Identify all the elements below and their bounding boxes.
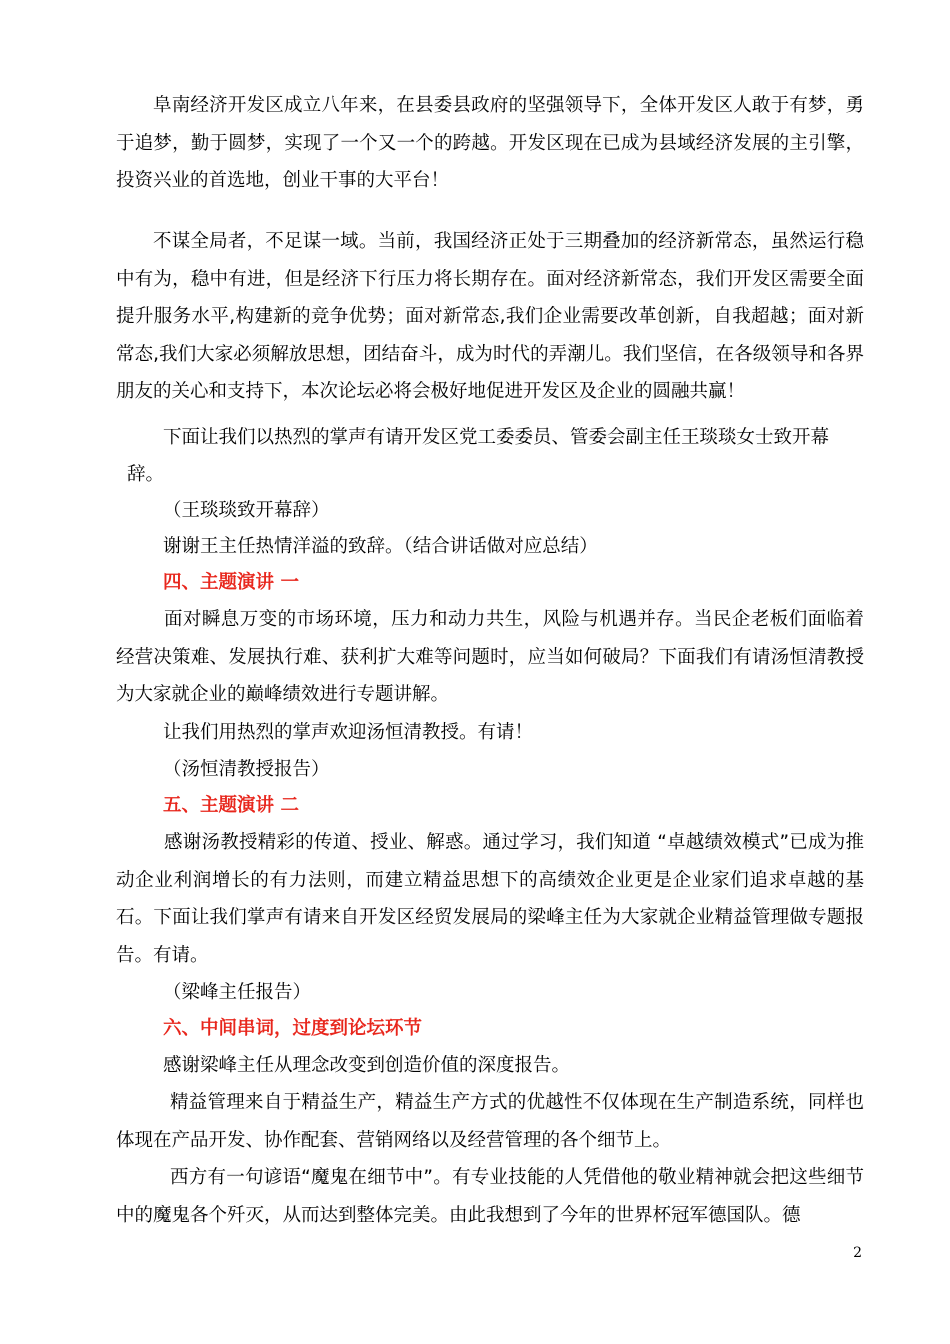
stage-note-liang-report: （梁峰主任报告） (163, 982, 312, 1003)
paragraph-invite-line2: 辞。 (127, 464, 165, 485)
section-heading-keynote-1: 四、主题演讲 一 (163, 572, 299, 593)
section-heading-transition: 六、中间串词，过度到论坛环节 (163, 1018, 423, 1039)
paragraph-keynote-2-intro: 感谢汤教授精彩的传道、授业、解惑。通过学习，我们知道 “卓越绩效模式”已成为推动企业利润增长的有力法则，而建立精益思想下的高绩效企业更是企业家们追求卓越的基石。下面让我们掌声有请来自开发区经贸发展局的梁峰主任为大家就企业精益管理做专题报告。有请。 (116, 832, 864, 966)
stage-note-tang-report: （汤恒清教授报告） (163, 759, 330, 780)
paragraph-invite-line1: 下面让我们以热烈的掌声有请开发区党工委委员、管委会副主任王琰琰女士致开幕 (163, 427, 830, 448)
paragraph-keynote-1-intro: 面对瞬息万变的市场环境，压力和动力共生，风险与机遇并存。当民企老板们面临着经营决策难、发展执行难、获利扩大难等问题时，应当如何破局？下面我们有请汤恒清教授为大家就企业的巅峰绩效进行专题讲解。 (116, 609, 864, 705)
paragraph-thanks-wang: 谢谢王主任热情洋溢的致辞。（结合讲话做对应总结） (163, 536, 598, 557)
paragraph-intro: 阜南经济开发区成立八年来，在县委县政府的坚强领导下，全体开发区人敢于有梦，勇于追梦，勤于圆梦，实现了一个又一个的跨越。开发区现在已成为县域经济发展的主引擎，投资兴业的首选地，创业干事的大平台！ (116, 95, 864, 191)
section-heading-keynote-2: 五、主题演讲 二 (163, 795, 299, 816)
paragraph-new-normal: 不谋全局者，不足谋一域。当前，我国经济正处于三期叠加的经济新常态，虽然运行稳中有为，稳中有进，但是经济下行压力将长期存在。面对经济新常态，我们开发区需要全面提升服务水平,构建新的竞争优势；面对新常态,我们企业需要改革创新，自我超越；面对新常态,我们大家必须解放思想，团结奋斗，成为时代的弄潮儿。我们坚信，在各级领导和各界朋友的关心和支持下，本次论坛必将会极好地促进开发区及企业的圆融共赢！ (116, 231, 864, 402)
paragraph-lean-management: 精益管理来自于精益生产，精益生产方式的优越性不仅体现在生产制造系统，同样也体现在产品开发、协作配套、营销网络以及经营管理的各个细节上。 (116, 1092, 864, 1151)
paragraph-devil-in-details: 西方有一句谚语“魔鬼在细节中”。有专业技能的人凭借他的敬业精神就会把这些细节中的魔鬼各个歼灭，从而达到整体完美。由此我想到了今年的世界杯冠军德国队。德 (116, 1167, 864, 1226)
paragraph-welcome-tang: 让我们用热烈的掌声欢迎汤恒清教授。有请！ (163, 722, 534, 743)
page-number: 2 (853, 1245, 862, 1261)
stage-note-opening-speech: （王琰琰致开幕辞） (163, 500, 330, 521)
paragraph-thanks-liang: 感谢梁峰主任从理念改变到创造价值的深度报告。 (163, 1055, 571, 1076)
